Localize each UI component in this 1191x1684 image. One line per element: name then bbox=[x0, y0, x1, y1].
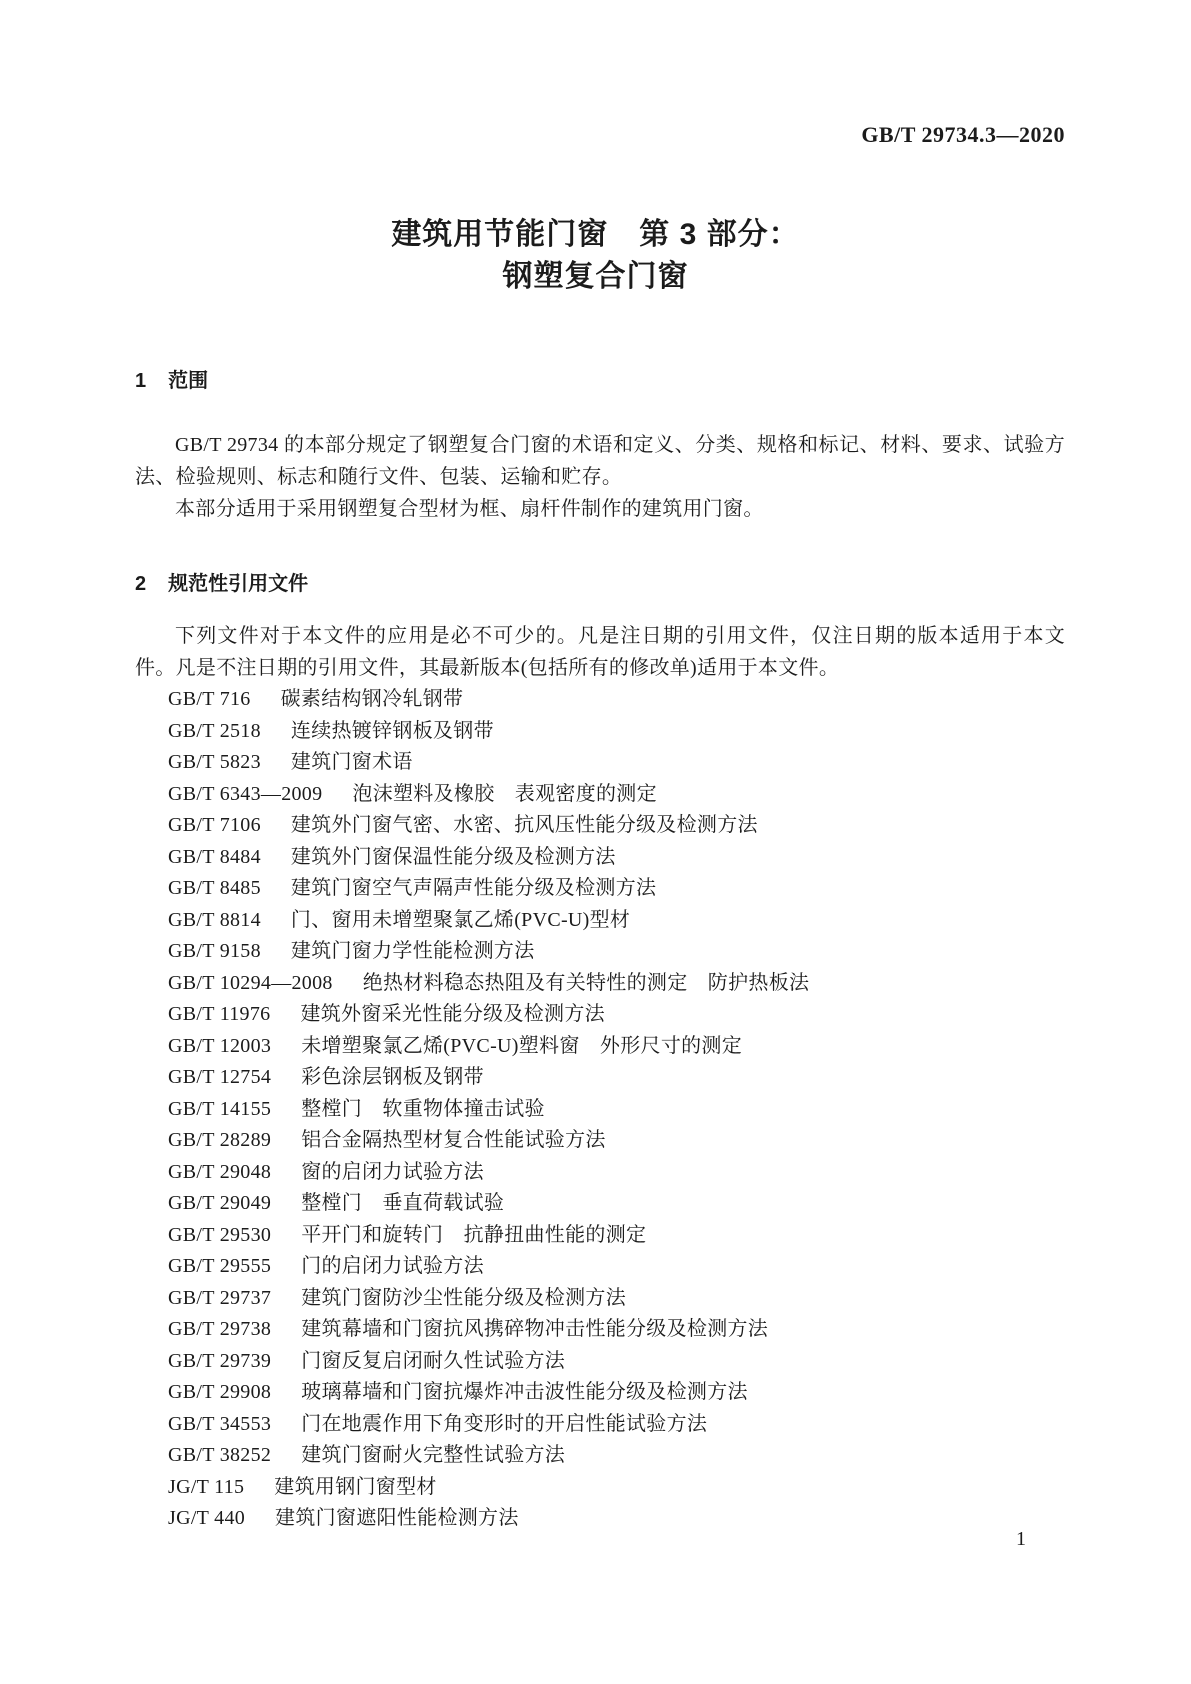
reference-title: 门、窗用未增塑聚氯乙烯(PVC-U)型材 bbox=[290, 908, 631, 931]
reference-title: 绝热材料稳态热阻及有关特性的测定 防护热板法 bbox=[362, 971, 810, 994]
reference-title: 建筑门窗空气声隔声性能分级及检测方法 bbox=[290, 877, 657, 899]
reference-item bbox=[168, 936, 1065, 968]
reference-title: 连续热镀锌钢板及钢带 bbox=[290, 719, 494, 742]
reference-code: GB/T 38252 bbox=[168, 1444, 272, 1466]
reference-item bbox=[168, 1346, 1065, 1378]
reference-code: GB/T 8485 bbox=[168, 877, 261, 899]
reference-code: GB/T 9158 bbox=[168, 940, 261, 962]
reference-item bbox=[168, 1094, 1065, 1126]
standard-number: GB/T 29734.3—2020 bbox=[861, 122, 1065, 147]
reference-code: GB/T 14155 bbox=[168, 1097, 272, 1120]
section-number: 1 bbox=[135, 370, 147, 392]
reference-title: 门窗反复启闭耐久性试验方法 bbox=[301, 1349, 566, 1372]
reference-item bbox=[168, 1031, 1065, 1063]
reference-code: GB/T 8814 bbox=[168, 908, 261, 931]
reference-title: 碳素结构钢冷轧钢带 bbox=[280, 688, 464, 710]
reference-code: GB/T 5823 bbox=[168, 751, 261, 773]
reference-code: GB/T 12003 bbox=[168, 1034, 272, 1057]
section-scope bbox=[135, 368, 1065, 525]
reference-code: GB/T 6343—2009 bbox=[168, 782, 323, 805]
references-intro-paragraph: 下列文件对于本文件的应用是必不可少的。凡是注日期的引用文件，仅注日期的版本适用于本文件。凡是不注日期的引用文件，其最新版本(包括所有的修改单)适用于本文件。 bbox=[135, 625, 1065, 679]
page-number: 1 bbox=[1016, 1528, 1026, 1550]
reference-code: GB/T 29737 bbox=[168, 1286, 272, 1309]
reference-title: 铝合金隔热型材复合性能试验方法 bbox=[301, 1129, 606, 1151]
reference-title: 建筑门窗遮阳性能检测方法 bbox=[275, 1507, 519, 1529]
reference-title: 泡沫塑料及橡胶 表观密度的测定 bbox=[352, 782, 657, 805]
reference-code: GB/T 34553 bbox=[168, 1412, 272, 1435]
reference-title: 建筑门窗耐火完整性试验方法 bbox=[301, 1444, 566, 1466]
reference-title: 建筑用钢门窗型材 bbox=[274, 1475, 437, 1498]
title-line-2: 钢塑复合门窗 bbox=[502, 260, 689, 293]
reference-item bbox=[168, 1157, 1065, 1189]
section-references-heading bbox=[135, 571, 1065, 597]
reference-item bbox=[168, 1125, 1065, 1157]
reference-item bbox=[168, 1440, 1065, 1472]
reference-code: GB/T 7106 bbox=[168, 814, 261, 836]
reference-title: 建筑幕墙和门窗抗风携碎物冲击性能分级及检测方法 bbox=[301, 1318, 769, 1340]
reference-code: GB/T 29908 bbox=[168, 1381, 272, 1403]
reference-code: GB/T 29049 bbox=[168, 1192, 272, 1214]
reference-code: GB/T 29048 bbox=[168, 1160, 272, 1183]
reference-item bbox=[168, 1188, 1065, 1220]
reference-title: 整樘门 软重物体撞击试验 bbox=[301, 1097, 545, 1120]
reference-code: GB/T 11976 bbox=[168, 1003, 271, 1025]
reference-item bbox=[168, 999, 1065, 1031]
reference-item bbox=[168, 779, 1065, 811]
scope-paragraph-1: GB/T 29734 的本部分规定了钢塑复合门窗的术语和定义、分类、规格和标记、材料、要求、试验方法、检验规则、标志和随行文件、包装、运输和贮存。 bbox=[135, 434, 1065, 488]
reference-item bbox=[168, 747, 1065, 779]
reference-item bbox=[168, 842, 1065, 874]
reference-item bbox=[168, 905, 1065, 937]
reference-code: GB/T 28289 bbox=[168, 1129, 272, 1151]
reference-item bbox=[168, 1472, 1065, 1504]
reference-code: GB/T 10294—2008 bbox=[168, 971, 333, 994]
reference-item bbox=[168, 716, 1065, 748]
reference-title: 建筑外门窗气密、水密、抗风压性能分级及检测方法 bbox=[290, 814, 758, 836]
reference-item bbox=[168, 810, 1065, 842]
reference-title: 平开门和旋转门 抗静扭曲性能的测定 bbox=[301, 1223, 647, 1246]
reference-code: JG/T 115 bbox=[168, 1475, 245, 1498]
section-heading-text: 规范性引用文件 bbox=[168, 573, 309, 595]
reference-item bbox=[168, 1377, 1065, 1409]
reference-title: 建筑外门窗保温性能分级及检测方法 bbox=[290, 845, 616, 868]
reference-item bbox=[168, 873, 1065, 905]
section-scope-heading bbox=[135, 368, 1065, 394]
reference-title: 整樘门 垂直荷载试验 bbox=[301, 1192, 505, 1214]
reference-title: 未增塑聚氯乙烯(PVC-U)塑料窗 外形尺寸的测定 bbox=[301, 1034, 743, 1057]
title-line-1: 建筑用节能门窗 第 3 部分： bbox=[391, 218, 800, 251]
reference-title: 彩色涂层钢板及钢带 bbox=[301, 1066, 484, 1088]
reference-code: GB/T 29739 bbox=[168, 1349, 272, 1372]
reference-title: 玻璃幕墙和门窗抗爆炸冲击波性能分级及检测方法 bbox=[301, 1381, 748, 1403]
reference-code: GB/T 716 bbox=[168, 688, 251, 710]
reference-item bbox=[168, 968, 1065, 1000]
reference-item bbox=[168, 1251, 1065, 1283]
reference-title: 建筑外窗采光性能分级及检测方法 bbox=[300, 1003, 605, 1025]
reference-item bbox=[168, 684, 1065, 716]
reference-code: GB/T 8484 bbox=[168, 845, 261, 868]
reference-item bbox=[168, 1283, 1065, 1315]
section-normative-references bbox=[135, 571, 1065, 1535]
scope-paragraph-2: 本部分适用于采用钢塑复合型材为框、扇杆件制作的建筑用门窗。 bbox=[175, 498, 764, 520]
document-title bbox=[0, 214, 1191, 298]
reference-item bbox=[168, 1062, 1065, 1094]
reference-title: 建筑门窗力学性能检测方法 bbox=[290, 940, 535, 962]
reference-title: 窗的启闭力试验方法 bbox=[301, 1160, 484, 1183]
reference-item bbox=[168, 1220, 1065, 1252]
reference-code: JG/T 440 bbox=[168, 1507, 246, 1529]
reference-code: GB/T 29738 bbox=[168, 1318, 272, 1340]
reference-title: 门在地震作用下角变形时的开启性能试验方法 bbox=[301, 1412, 708, 1435]
reference-title: 建筑门窗术语 bbox=[290, 751, 413, 773]
reference-item bbox=[168, 1314, 1065, 1346]
section-heading-text: 范围 bbox=[168, 370, 209, 392]
reference-list bbox=[135, 684, 1065, 1535]
section-number: 2 bbox=[135, 573, 147, 595]
reference-code: GB/T 12754 bbox=[168, 1066, 272, 1088]
reference-title: 建筑门窗防沙尘性能分级及检测方法 bbox=[301, 1286, 627, 1309]
reference-code: GB/T 29555 bbox=[168, 1255, 272, 1277]
reference-code: GB/T 2518 bbox=[168, 719, 261, 742]
reference-title: 门的启闭力试验方法 bbox=[301, 1255, 484, 1277]
reference-item bbox=[168, 1503, 1065, 1535]
reference-item bbox=[168, 1409, 1065, 1441]
reference-code: GB/T 29530 bbox=[168, 1223, 272, 1246]
